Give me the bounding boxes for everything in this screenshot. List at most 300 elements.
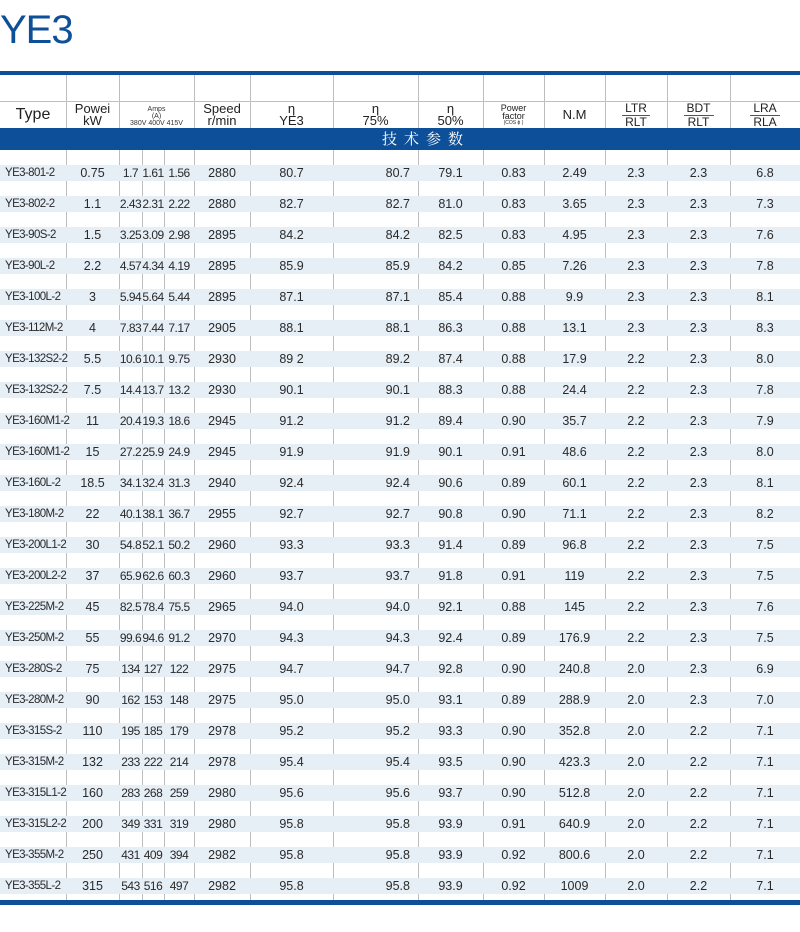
cell-amps-415v: 7.17 (168, 321, 190, 335)
cell-speed: 2880 (208, 197, 236, 211)
header-eff-75-label: 75% (362, 112, 389, 128)
cell-power-factor: 0.88 (501, 600, 526, 614)
cell-eff-50: 90.1 (438, 445, 463, 459)
header-pf-line2: factor (502, 110, 525, 121)
cell-amps-380v: 233 (121, 755, 140, 769)
cell-eff-ye3: 92.4 (279, 476, 304, 490)
cell-type: YE3-250M-2 (5, 632, 64, 644)
header-power-line1: Powei (74, 100, 111, 116)
cell-bdt: 2.3 (689, 600, 708, 614)
header-bdt (667, 101, 730, 128)
table-row (0, 336, 800, 367)
cell-eff-50: 93.5 (438, 755, 463, 769)
cell-lra: 7.5 (756, 569, 774, 583)
cell-type: YE3-315L2-2 (5, 818, 67, 830)
cell-eff-75: 95.8 (385, 848, 410, 862)
header-lra-num: LRA (750, 102, 779, 116)
cell-eff-50: 82.5 (438, 228, 463, 242)
cell-type: YE3-802-2 (5, 198, 55, 210)
header-power-factor (483, 101, 544, 128)
header-ltr (605, 101, 667, 128)
cell-eff-50: 90.8 (438, 507, 463, 521)
cell-ltr: 2.0 (627, 817, 645, 831)
cell-lra: 7.1 (756, 848, 774, 862)
cell-speed: 2895 (208, 290, 236, 304)
cell-nm: 4.95 (562, 228, 587, 242)
cell-lra: 6.9 (756, 662, 774, 676)
table-row (0, 553, 800, 584)
cell-amps-380v: 3.25 (119, 228, 142, 242)
top-rule (0, 71, 800, 75)
cell-nm: 2.49 (562, 166, 587, 180)
header-speed (194, 101, 250, 128)
cell-bdt: 2.3 (689, 414, 708, 428)
cell-amps-415v: 5.44 (168, 290, 190, 304)
cell-speed: 2980 (208, 817, 236, 831)
cell-type: YE3-132S2-2 (5, 353, 68, 365)
cell-eff-50: 88.3 (438, 383, 463, 397)
cell-eff-75: 80.7 (385, 166, 410, 180)
cell-nm: 60.1 (562, 476, 587, 490)
cell-speed: 2895 (208, 228, 236, 242)
cell-power: 132 (82, 755, 103, 769)
cell-eff-ye3: 92.7 (279, 507, 304, 521)
cell-eff-75: 95.8 (385, 817, 410, 831)
cell-eff-50: 85.4 (438, 290, 463, 304)
cell-nm: 640.9 (558, 817, 591, 831)
cell-amps-415v: 394 (169, 848, 189, 862)
table-row (0, 243, 800, 274)
cell-type: YE3-225M-2 (5, 601, 64, 613)
cell-power: 90 (85, 693, 100, 707)
cell-amps-415v: 9.75 (168, 352, 190, 366)
cell-amps-400v: 52.1 (142, 538, 164, 552)
cell-amps-415v: 2.98 (168, 228, 190, 242)
cell-speed: 2970 (208, 631, 236, 645)
cell-amps-415v: 497 (169, 879, 189, 893)
cell-eff-ye3: 95.8 (279, 879, 304, 893)
cell-eff-ye3: 91.9 (279, 445, 304, 459)
cell-eff-75: 82.7 (385, 197, 410, 211)
cell-lra: 7.3 (756, 197, 774, 211)
cell-ltr: 2.2 (627, 569, 645, 583)
cell-power: 18.5 (80, 476, 105, 490)
cell-type: YE3-315S-2 (5, 725, 62, 737)
cell-eff-50: 93.9 (438, 879, 463, 893)
cell-lra: 8.3 (756, 321, 774, 335)
cell-bdt: 2.3 (689, 693, 708, 707)
cell-lra: 7.5 (756, 631, 774, 645)
cell-amps-400v: 3.09 (142, 228, 164, 242)
cell-amps-400v: 222 (143, 755, 163, 769)
header-speed-line2: r/min (207, 112, 237, 128)
cell-lra: 7.8 (756, 259, 774, 273)
cell-type: YE3-200L1-2 (5, 539, 67, 551)
cell-nm: 800.6 (558, 848, 591, 862)
header-amps-voltages: 380V 400V 415V (130, 120, 183, 127)
cell-eff-50: 93.1 (438, 693, 463, 707)
section-band (0, 128, 800, 150)
table-row (0, 801, 800, 832)
cell-speed: 2930 (208, 383, 236, 397)
cell-amps-415v: 50.2 (168, 538, 190, 552)
cell-eff-ye3: 87.1 (279, 290, 304, 304)
cell-nm: 240.8 (558, 662, 591, 676)
cell-type: YE3-280S-2 (5, 663, 62, 675)
cell-power: 315 (82, 879, 103, 893)
cell-eff-75: 89.2 (385, 352, 410, 366)
cell-power-factor: 0.83 (501, 197, 526, 211)
cell-eff-50: 93.9 (438, 848, 463, 862)
cell-eff-50: 93.7 (438, 786, 463, 800)
cell-lra: 7.0 (756, 693, 774, 707)
cell-amps-415v: 2.22 (168, 197, 190, 211)
cell-type: YE3-355M-2 (5, 849, 64, 861)
cell-power-factor: 0.90 (501, 724, 526, 738)
cell-ltr: 2.3 (627, 166, 645, 180)
table-row (0, 522, 800, 553)
cell-type: YE3-200L2-2 (5, 570, 67, 582)
cell-power: 110 (82, 724, 103, 738)
cell-eff-75: 95.8 (385, 879, 410, 893)
header-power-line2: kW (83, 112, 102, 128)
cell-amps-400v: 13.7 (142, 383, 164, 397)
cell-ltr: 2.2 (627, 538, 645, 552)
cell-amps-380v: 431 (121, 848, 140, 862)
cell-amps-400v: 268 (143, 786, 163, 800)
page-title: YE3 (0, 8, 73, 52)
cell-amps-400v: 19.3 (142, 414, 164, 428)
cell-bdt: 2.3 (689, 197, 708, 211)
cell-ltr: 2.0 (627, 755, 645, 769)
cell-eff-50: 90.6 (438, 476, 463, 490)
cell-eff-50: 93.3 (438, 724, 463, 738)
table-row (0, 150, 800, 181)
cell-nm: 119 (564, 569, 585, 583)
cell-ltr: 2.2 (627, 383, 645, 397)
cell-nm: 7.26 (562, 259, 587, 273)
cell-amps-415v: 60.3 (168, 569, 190, 583)
cell-power-factor: 0.91 (501, 569, 526, 583)
header-eff-75 (333, 101, 418, 128)
cell-power-factor: 0.90 (501, 662, 526, 676)
cell-nm: 17.9 (562, 352, 587, 366)
header-amps-line1: Amps (147, 106, 166, 113)
cell-nm: 288.9 (558, 693, 591, 707)
cell-nm: 71.1 (562, 507, 587, 521)
table-row (0, 305, 800, 336)
cell-amps-415v: 31.3 (168, 476, 190, 490)
cell-power: 22 (85, 507, 100, 521)
cell-bdt: 2.3 (689, 569, 708, 583)
table-row (0, 584, 800, 615)
cell-lra: 7.1 (756, 879, 774, 893)
cell-amps-380v: 195 (121, 724, 140, 738)
cell-speed: 2905 (208, 321, 236, 335)
cell-amps-400v: 1.61 (142, 166, 164, 180)
cell-bdt: 2.2 (689, 724, 708, 738)
cell-speed: 2960 (208, 569, 236, 583)
header-ltr-num: LTR (622, 102, 650, 116)
header-lra-den: RLA (753, 114, 777, 129)
cell-amps-380v: 54.8 (119, 538, 142, 552)
cell-ltr: 2.3 (627, 197, 645, 211)
cell-power: 1.1 (83, 197, 102, 211)
cell-eff-ye3: 95.8 (279, 848, 304, 862)
cell-lra: 8.0 (756, 445, 774, 459)
table-row (0, 646, 800, 677)
cell-power-factor: 0.90 (501, 507, 526, 521)
table-header (0, 101, 800, 128)
cell-amps-400v: 185 (143, 724, 163, 738)
cell-amps-380v: 40.1 (119, 507, 142, 521)
cell-eff-ye3: 95.4 (279, 755, 304, 769)
cell-amps-400v: 5.64 (142, 290, 164, 304)
cell-speed: 2965 (208, 600, 236, 614)
cell-power-factor: 0.91 (501, 445, 526, 459)
cell-amps-400v: 7.44 (142, 321, 164, 335)
cell-eff-50: 92.1 (438, 600, 463, 614)
cell-type: YE3-355L-2 (5, 880, 61, 892)
cell-eff-75: 94.7 (385, 662, 410, 676)
cell-ltr: 2.2 (627, 507, 645, 521)
cell-amps-380v: 20.4 (119, 414, 142, 428)
cell-amps-380v: 7.83 (119, 321, 142, 335)
cell-eff-ye3: 95.2 (279, 724, 304, 738)
cell-eff-75: 95.2 (385, 724, 410, 738)
cell-ltr: 2.2 (627, 476, 645, 490)
cell-type: YE3-801-2 (5, 167, 55, 179)
cell-speed: 2975 (208, 693, 236, 707)
cell-power-factor: 0.89 (501, 693, 526, 707)
cell-amps-400v: 38.1 (142, 507, 164, 521)
cell-amps-380v: 543 (121, 879, 140, 893)
cell-amps-415v: 214 (169, 755, 189, 769)
cell-eff-75: 92.7 (385, 507, 410, 521)
cell-lra: 7.1 (756, 724, 774, 738)
cell-power-factor: 0.88 (501, 383, 526, 397)
cell-lra: 7.6 (756, 228, 774, 242)
table-row (0, 274, 800, 305)
eta-symbol: η (371, 100, 380, 116)
cell-lra: 7.5 (756, 538, 774, 552)
cell-amps-415v: 91.2 (168, 631, 190, 645)
cell-eff-ye3: 91.2 (279, 414, 304, 428)
cell-ltr: 2.3 (627, 321, 645, 335)
header-eff-ye3-label: YE3 (279, 112, 304, 128)
cell-eff-75: 95.4 (385, 755, 410, 769)
cell-speed: 2955 (208, 507, 236, 521)
cell-power: 160 (82, 786, 103, 800)
cell-bdt: 2.3 (689, 538, 708, 552)
cell-ltr: 2.2 (627, 631, 645, 645)
cell-amps-415v: 179 (169, 724, 189, 738)
cell-bdt: 2.2 (689, 786, 708, 800)
cell-type: YE3-280M-2 (5, 694, 64, 706)
cell-nm: 145 (564, 600, 585, 614)
cell-amps-400v: 331 (143, 817, 163, 831)
header-bdt-den: RLT (687, 114, 710, 129)
cell-lra: 7.1 (756, 755, 774, 769)
cell-power: 4 (89, 321, 96, 335)
cell-type: YE3-90L-2 (5, 260, 55, 272)
cell-ltr: 2.2 (627, 600, 645, 614)
cell-amps-415v: 319 (169, 817, 189, 831)
cell-bdt: 2.3 (689, 352, 708, 366)
cell-ltr: 2.0 (627, 693, 645, 707)
cell-power: 3 (89, 290, 96, 304)
cell-ltr: 2.0 (627, 848, 645, 862)
cell-nm: 176.9 (558, 631, 591, 645)
cell-bdt: 2.3 (689, 383, 708, 397)
cell-power-factor: 0.83 (501, 228, 526, 242)
header-eff-50-label: 50% (437, 112, 464, 128)
cell-power-factor: 0.92 (501, 879, 526, 893)
cell-type: YE3-160M1-2 (5, 446, 70, 458)
cell-ltr: 2.2 (627, 414, 645, 428)
cell-lra: 7.1 (756, 786, 774, 800)
table-row (0, 398, 800, 429)
cell-eff-ye3: 95.0 (279, 693, 304, 707)
cell-amps-415v: 13.2 (168, 383, 190, 397)
table-row (0, 367, 800, 398)
cell-eff-50: 87.4 (438, 352, 463, 366)
cell-eff-ye3: 95.6 (279, 786, 304, 800)
cell-amps-380v: 10.6 (119, 352, 142, 366)
cell-bdt: 2.2 (689, 879, 708, 893)
cell-speed: 2982 (208, 879, 236, 893)
header-pf-line3: (COS ϕ ) (503, 119, 524, 126)
cell-type: YE3-315M-2 (5, 756, 64, 768)
cell-eff-75: 95.6 (385, 786, 410, 800)
cell-amps-380v: 283 (121, 786, 140, 800)
cell-amps-400v: 25.9 (142, 445, 164, 459)
header-amps (119, 101, 194, 128)
cell-type: YE3-180M-2 (5, 508, 64, 520)
cell-eff-75: 92.4 (385, 476, 410, 490)
cell-nm: 3.65 (562, 197, 587, 211)
cell-amps-415v: 259 (169, 786, 189, 800)
cell-eff-50: 92.4 (438, 631, 463, 645)
table-row (0, 863, 800, 894)
cell-amps-380v: 65.9 (119, 569, 142, 583)
cell-bdt: 2.2 (689, 755, 708, 769)
cell-speed: 2895 (208, 259, 236, 273)
header-bdt-num: BDT (684, 102, 714, 116)
cell-amps-380v: 14.4 (119, 383, 142, 397)
cell-type: YE3-132S2-2 (5, 384, 68, 396)
cell-ltr: 2.2 (627, 352, 645, 366)
cell-power-factor: 0.90 (501, 755, 526, 769)
header-ltr-den: RLT (625, 114, 647, 129)
cell-eff-75: 91.2 (385, 414, 410, 428)
cell-eff-75: 93.7 (385, 569, 410, 583)
cell-ltr: 2.0 (627, 724, 645, 738)
cell-eff-ye3: 84.2 (279, 228, 304, 242)
cell-bdt: 2.3 (689, 321, 708, 335)
eta-symbol: η (287, 100, 296, 116)
cell-bdt: 2.2 (689, 848, 708, 862)
cell-power-factor: 0.83 (501, 166, 526, 180)
cell-lra: 7.6 (756, 600, 774, 614)
cell-eff-ye3: 94.0 (279, 600, 304, 614)
cell-amps-400v: 4.34 (142, 259, 164, 273)
cell-ltr: 2.0 (627, 662, 645, 676)
cell-eff-75: 94.3 (385, 631, 410, 645)
header-power (66, 101, 119, 128)
table-row (0, 212, 800, 243)
header-amps-line2: (A) (151, 113, 162, 120)
cell-bdt: 2.3 (689, 631, 708, 645)
cell-ltr: 2.3 (627, 290, 645, 304)
cell-bdt: 2.3 (689, 507, 708, 521)
cell-bdt: 2.3 (689, 290, 708, 304)
cell-eff-75: 88.1 (385, 321, 410, 335)
cell-bdt: 2.3 (689, 445, 708, 459)
cell-eff-75: 91.9 (385, 445, 410, 459)
cell-eff-ye3: 94.3 (279, 631, 304, 645)
cell-amps-415v: 18.6 (168, 414, 190, 428)
cell-power: 2.2 (83, 259, 102, 273)
header-nm: N.M (562, 107, 587, 122)
cell-amps-380v: 2.43 (119, 197, 142, 211)
cell-eff-75: 87.1 (385, 290, 410, 304)
cell-eff-ye3: 89 2 (279, 352, 304, 366)
header-eff-ye3 (250, 101, 333, 128)
cell-type: YE3-100L-2 (5, 291, 61, 303)
cell-lra: 7.1 (756, 817, 774, 831)
cell-amps-400v: 10.1 (142, 352, 164, 366)
table-row (0, 739, 800, 770)
cell-amps-380v: 4.57 (119, 259, 142, 273)
cell-type: YE3-90S-2 (5, 229, 56, 241)
cell-speed: 2975 (208, 662, 236, 676)
cell-nm: 96.8 (562, 538, 587, 552)
table-row (0, 429, 800, 460)
cell-ltr: 2.3 (627, 259, 645, 273)
cell-eff-50: 92.8 (438, 662, 463, 676)
cell-amps-380v: 1.7 (122, 166, 139, 180)
cell-type: YE3-160L-2 (5, 477, 61, 489)
cell-amps-400v: 32.4 (142, 476, 164, 490)
eta-symbol: η (446, 100, 455, 116)
cell-nm: 9.9 (565, 290, 584, 304)
cell-nm: 423.3 (558, 755, 591, 769)
cell-eff-75: 84.2 (385, 228, 410, 242)
cell-nm: 512.8 (558, 786, 591, 800)
cell-eff-75: 93.3 (385, 538, 410, 552)
cell-power-factor: 0.91 (501, 817, 526, 831)
table-row (0, 832, 800, 863)
cell-amps-415v: 36.7 (168, 507, 190, 521)
cell-amps-380v: 5.94 (119, 290, 142, 304)
cell-amps-380v: 27.2 (119, 445, 142, 459)
bottom-rule (0, 900, 800, 905)
cell-bdt: 2.3 (689, 476, 708, 490)
cell-amps-415v: 1.56 (168, 166, 190, 180)
cell-power: 200 (82, 817, 103, 831)
table-row (0, 460, 800, 491)
cell-type: YE3-160M1-2 (5, 415, 70, 427)
header-pf-line1: Power (500, 102, 527, 113)
cell-power: 55 (85, 631, 100, 645)
cell-speed: 2982 (208, 848, 236, 862)
cell-eff-ye3: 88.1 (279, 321, 304, 335)
header-eff-50 (418, 101, 483, 128)
cell-eff-50: 89.4 (438, 414, 463, 428)
cell-amps-400v: 62.6 (142, 569, 164, 583)
table-row (0, 708, 800, 739)
